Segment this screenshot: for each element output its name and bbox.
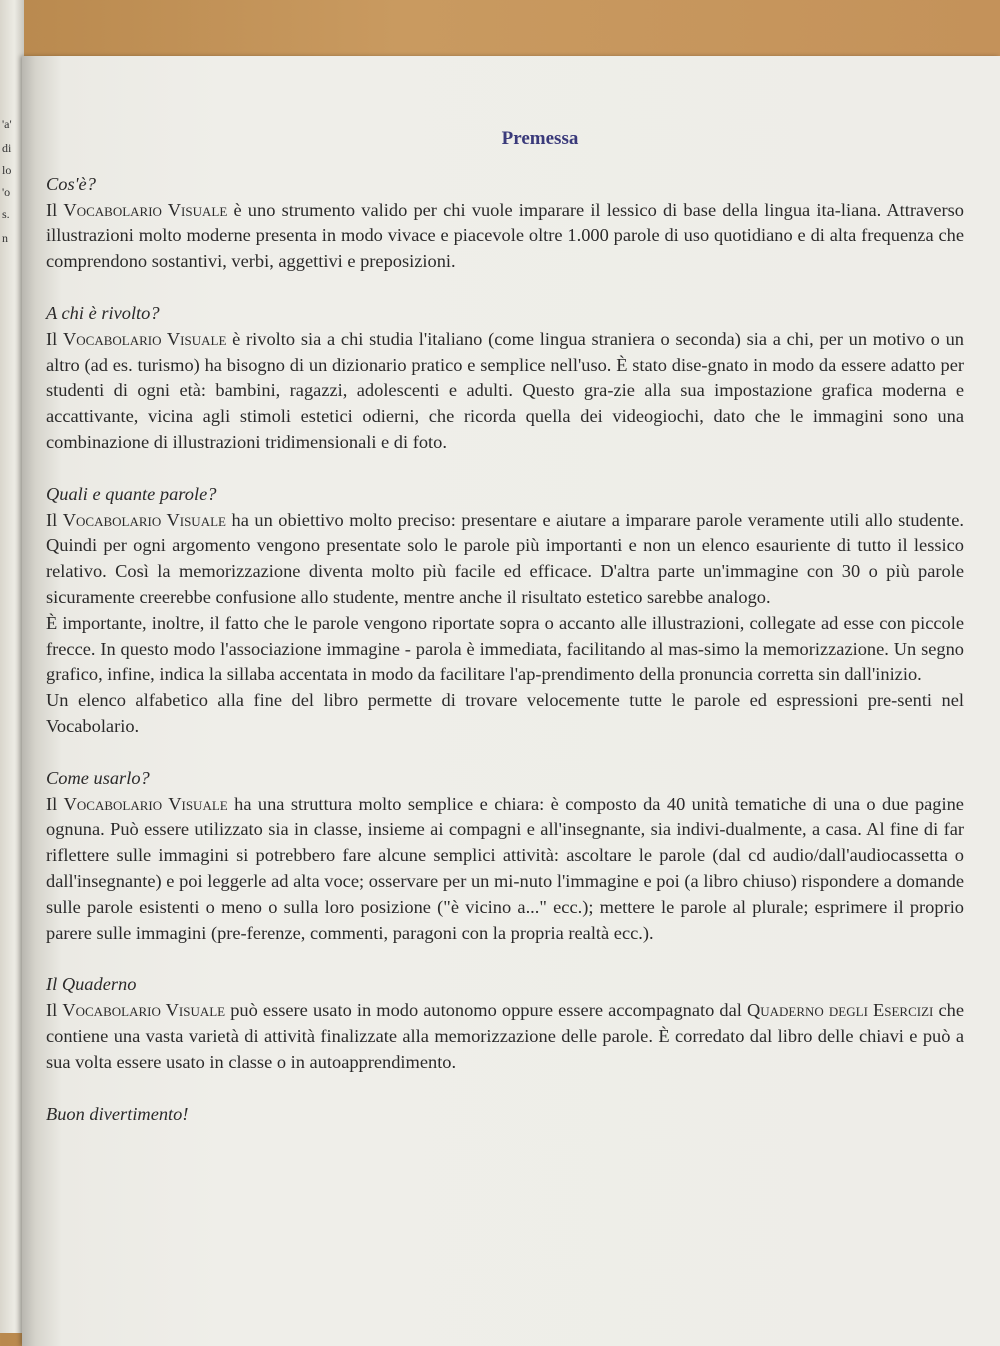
paragraph-text: Il [46, 199, 64, 220]
paragraph-text: può essere usato in modo autonomo oppure essere accompagnato dal [225, 1000, 747, 1021]
body-paragraph [46, 611, 964, 688]
paragraph-text: Il [46, 793, 64, 814]
body-paragraph [46, 688, 964, 740]
body-paragraph [46, 792, 964, 947]
section-heading: A chi è rivolto? [46, 302, 160, 323]
book-page [22, 56, 1000, 1346]
section [46, 972, 964, 1075]
section [46, 301, 964, 482]
section-heading: Come usarlo? [46, 767, 150, 788]
small-caps-text: Vocabolario Visuale [63, 793, 228, 814]
paragraph-text: È importante, inoltre, il fatto che le parole vengono riportate sopra o accanto alle illustrazioni, collegate ad esse con piccole frecce. In questo modo l'associazione immagine - parola è immediata, facilitando al mas-simo la memorizzazione. Un segno grafico, infine, indica la sillaba accentata in modo da facilitare l'ap-prendimento della pronuncia corretta sin dall'inizio. [46, 612, 964, 685]
small-caps-text: Vocabolario Visuale [62, 328, 227, 349]
adjacent-page-edge [0, 0, 24, 1333]
page-content [46, 126, 964, 1127]
small-caps-text: Vocabolario Visuale [62, 509, 226, 530]
page-title: Premessa [501, 128, 579, 149]
small-caps-text: Vocabolario Visuale [62, 1000, 226, 1021]
page-fragment: s. [2, 207, 10, 221]
paragraph-text: Il [46, 328, 63, 349]
paragraph-text: è rivolto sia a chi studia l'italiano (come lingua straniera o seconda) sia a chi, per un motivo o un altro (ad es. turismo) ha bisogno di un dizionario pratico e semplice nell'uso. È stato dise-gnato in modo da essere adatto per studenti di ogni età: bambini, ragazzi, adolescenti e adulti. Questo gra-zie alla sua impostazione grafica moderna e accattivante, vicina agli stimoli estetici odierni, che ricorda quella dei videogiochi, dato che le immagini sono una combinazione di illustrazioni tridimensionali e di foto. [46, 328, 964, 452]
paragraph-text: Un elenco alfabetico alla fine del libro permette di trovare velocemente tutte le parole ed espressioni pre-senti nel Vocabolario. [46, 690, 964, 736]
body-paragraph [46, 998, 964, 1075]
page-fragment: 'a' [2, 117, 12, 131]
section [46, 482, 964, 766]
paragraph-text: Il [46, 509, 63, 530]
page-fragment: lo [2, 163, 12, 177]
body-paragraph [46, 508, 964, 611]
closing-line: Buon divertimento! [46, 1103, 189, 1124]
paragraph-text: che contiene una vasta varietà di attività finalizzate alla memorizzazione delle parole. È corredato dal libro delle chiavi e può a sua volta essere usato in classe o in autoapprendimento. [46, 1000, 964, 1072]
paragraph-text: Il [46, 1000, 63, 1021]
section-heading: Quali e quante parole? [46, 483, 217, 504]
small-caps-text: Quaderno degli Esercizi [746, 1000, 934, 1021]
section-heading: Il Quaderno [46, 974, 137, 995]
page-fragment: 'o [2, 185, 11, 199]
paragraph-text: ha un obiettivo molto preciso: presentare e aiutare a imparare parole veramente utili allo studente. Quindi per ogni argomento vengono presentate solo le parole più importanti e non un elenco esauriente di tutto il lessico relativo. Così la memorizzazione diventa molto più facile ed efficace. D'altra parte un'immagine con 30 o più parole sicuramente creerebbe confusione allo studente, mentre anche il risultato estetico sarebbe analogo. [46, 509, 964, 607]
page-fragment: n [2, 231, 8, 245]
body-paragraph [46, 198, 964, 275]
page-fragment: di [2, 141, 12, 155]
small-caps-text: Vocabolario Visuale [63, 199, 228, 220]
section-heading: Cos'è? [46, 173, 96, 194]
body-paragraph [46, 327, 964, 456]
section [46, 172, 964, 301]
section [46, 766, 964, 973]
paragraph-text: è uno strumento valido per chi vuole imparare il lessico di base della lingua ita-liana. Attraverso illustrazioni molto moderne presenta in modo vivace e piacevole oltre 1.000 parole di uso quotidiano e di alta frequenza che comprendono sostantivi, verbi, aggettivi e preposizioni. [46, 199, 964, 272]
paragraph-text: ha una struttura molto semplice e chiara: è composto da 40 unità tematiche di una o due pagine ognuna. Può essere utilizzato sia in classe, insieme ai compagni e all'insegnante, sia indivi-dualmente, a casa. Al fine di far riflettere sulle immagini si potrebbero fare alcune semplici attività: ascoltare le parole (dal cd audio/dall'audiocassetta o dall'insegnante) e poi leggerle ad alta voce; osservare per un mi-nuto l'immagine e poi (a libro chiuso) rispondere a domande sulle parole esistenti o meno o sulla loro posizione ("è vicino a..." ecc.); mettere le parole al plurale; esprimere il proprio parere sulle immagini (pre-ferenze, commenti, paragoni con la propria realtà ecc.). [46, 793, 964, 943]
sections [46, 172, 964, 1076]
